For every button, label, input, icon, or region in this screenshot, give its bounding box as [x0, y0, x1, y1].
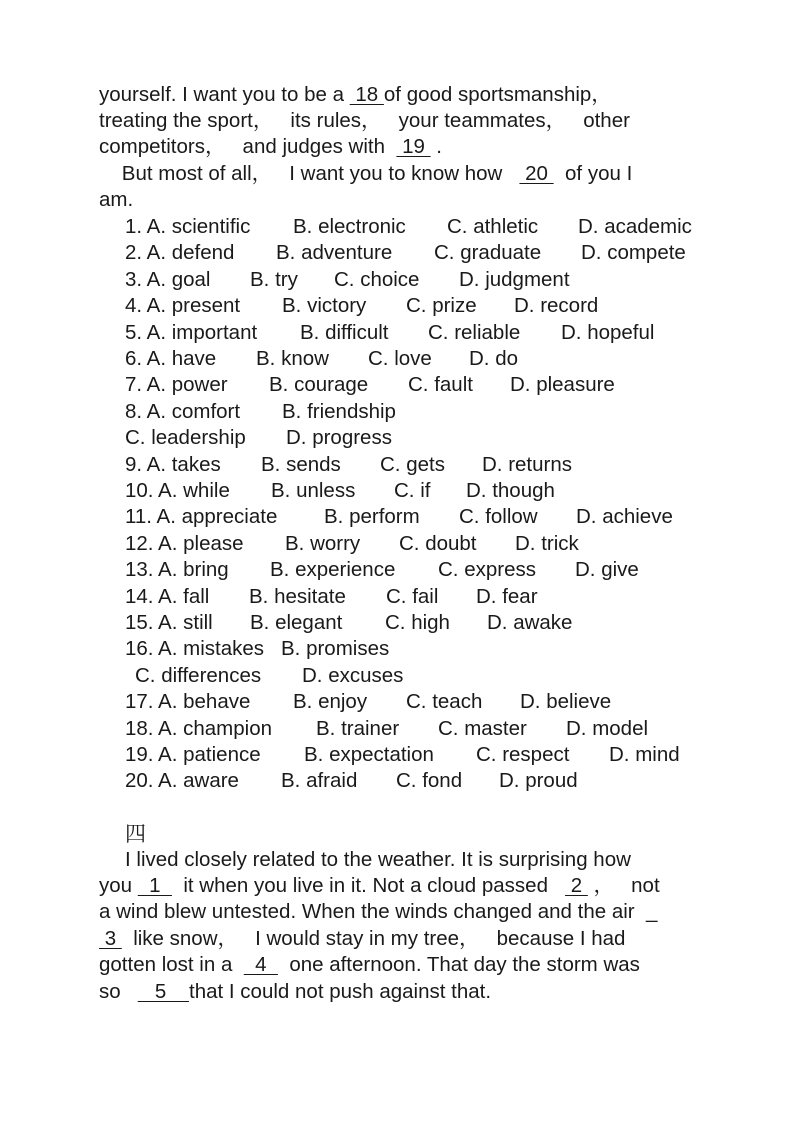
passage-line: [99, 952, 640, 978]
option-text: D. mind: [609, 743, 680, 766]
option-text: 2. A. defend: [125, 241, 235, 265]
blank-19: 19: [396, 135, 431, 158]
option-text: D. returns: [482, 452, 572, 476]
option-text: B. elegant: [250, 611, 343, 634]
option-text: C. fail: [386, 584, 439, 608]
option-text: 16. A. mistakes: [125, 637, 265, 661]
option-text: C. fault: [408, 373, 473, 397]
option-text: B. enjoy: [293, 690, 368, 714]
passage-line: [99, 82, 612, 108]
option-text: C. differences: [135, 663, 262, 687]
passage-line: [99, 161, 632, 187]
option-text: 17. A. behave: [125, 690, 251, 714]
passage-line: [99, 134, 442, 160]
option-text: C. reliable: [428, 320, 521, 344]
text: of good sportsmanship，: [383, 83, 612, 106]
option-text: 5. A. important: [125, 320, 258, 344]
option-text: B. difficult: [300, 320, 389, 344]
passage-line: am.: [99, 188, 134, 211]
option-text: C. express: [438, 558, 536, 582]
option-text: C. teach: [406, 690, 483, 714]
option-text: C. master: [438, 716, 527, 740]
option-text: D. give: [575, 558, 639, 582]
text: a wind blew untested. When the winds changed and the air: [99, 900, 647, 923]
text: you: [99, 874, 138, 897]
option-text: 13. A. bring: [125, 558, 229, 582]
option-text: D. model: [566, 716, 649, 740]
option-text: C. doubt: [399, 531, 477, 555]
text: ， not: [587, 874, 660, 897]
option-text: 1. A. scientific: [125, 215, 251, 238]
text: competitors， and judges with: [99, 135, 397, 158]
option-text: 8. A. comfort: [125, 399, 241, 423]
passage-line: [99, 873, 660, 899]
option-text: D. hopeful: [561, 320, 655, 344]
option-text: C. high: [385, 611, 450, 634]
option-text: B. worry: [285, 531, 361, 555]
option-text: B. try: [250, 267, 298, 291]
option-text: C. follow: [459, 505, 538, 529]
text: it when you live in it. Not a cloud passed: [171, 874, 566, 897]
text: yourself. I want you to be a: [99, 83, 350, 106]
option-text: 9. A. takes: [125, 452, 221, 476]
option-text: 6. A. have: [125, 347, 217, 370]
option-text: 7. A. power: [125, 373, 228, 397]
option-text: B. unless: [271, 479, 356, 502]
text: of you I: [553, 162, 633, 185]
passage-line: [99, 899, 657, 925]
option-text: D. achieve: [576, 505, 673, 529]
option-text: D. compete: [581, 241, 686, 265]
option-text: 15. A. still: [125, 611, 213, 634]
blank-5: 5: [137, 980, 190, 1003]
option-text: D. believe: [520, 690, 612, 714]
option-text: C. prize: [406, 294, 477, 318]
blank-3: 3: [99, 927, 122, 950]
option-text: C. athletic: [447, 215, 539, 238]
option-text: B. promises: [281, 637, 390, 661]
option-text: D. fear: [476, 584, 538, 608]
option-text: B. afraid: [281, 769, 358, 793]
option-text: C. leadership: [125, 426, 246, 450]
text: that I could not push against that.: [189, 980, 492, 1003]
option-text: C. choice: [334, 267, 420, 291]
option-text: C. love: [368, 347, 432, 370]
option-text: D. though: [466, 479, 555, 502]
passage-line: [99, 926, 625, 952]
option-text: C. if: [394, 479, 431, 502]
option-text: C. gets: [380, 452, 445, 476]
option-text: D. record: [514, 294, 599, 318]
option-text: B. courage: [269, 373, 369, 397]
option-text: B. perform: [324, 505, 420, 529]
text: so: [99, 980, 138, 1003]
text: _: [646, 900, 658, 923]
option-text: B. hesitate: [249, 584, 346, 608]
option-text: B. victory: [282, 294, 367, 318]
passage-line: treating the sport， its rules， your teammates， other: [99, 109, 630, 132]
text: like snow， I would stay in my tree， because I had: [121, 927, 626, 950]
blank-4: 4: [243, 953, 278, 976]
text: one afternoon. That day the storm was: [277, 953, 640, 976]
option-text: B. friendship: [282, 399, 396, 423]
option-text: B. expectation: [304, 743, 434, 766]
passage-line: [99, 979, 491, 1005]
section-heading: 四: [125, 822, 146, 846]
option-text: D. do: [469, 347, 518, 370]
blank-18: 18: [349, 83, 384, 106]
option-text: D. academic: [578, 215, 692, 238]
option-text: 19. A. patience: [125, 743, 261, 766]
option-text: 18. A. champion: [125, 716, 273, 740]
option-text: D. proud: [499, 769, 578, 793]
option-text: 3. A. goal: [125, 267, 211, 291]
option-text: B. experience: [270, 558, 396, 582]
text: .: [430, 135, 442, 158]
option-text: D. progress: [286, 426, 392, 450]
blank-1: 1: [137, 874, 172, 897]
option-text: 14. A. fall: [125, 584, 210, 608]
option-text: 12. A. please: [125, 531, 244, 555]
option-text: C. fond: [396, 769, 463, 793]
option-text: D. judgment: [459, 267, 570, 291]
option-text: B. electronic: [293, 215, 406, 238]
option-text: 4. A. present: [125, 294, 241, 318]
option-text: 11. A. appreciate: [125, 505, 278, 529]
option-text: D. pleasure: [510, 373, 615, 397]
option-text: D. excuses: [302, 663, 404, 687]
option-text: C. respect: [476, 743, 570, 766]
option-text: B. trainer: [316, 716, 400, 740]
option-text: B. adventure: [276, 241, 393, 265]
option-text: C. graduate: [434, 241, 542, 265]
option-text: B. know: [256, 347, 329, 370]
option-text: 20. A. aware: [125, 769, 239, 793]
option-text: D. trick: [515, 531, 579, 555]
text: gotten lost in a: [99, 953, 244, 976]
passage-line: I lived closely related to the weather. It is surprising how: [125, 848, 631, 871]
option-text: B. sends: [261, 452, 341, 476]
blank-20: 20: [519, 162, 554, 185]
option-text: 10. A. while: [125, 479, 230, 502]
text: But most of all， I want you to know how: [99, 162, 520, 185]
blank-2: 2: [565, 874, 588, 897]
option-text: D. awake: [487, 611, 573, 634]
